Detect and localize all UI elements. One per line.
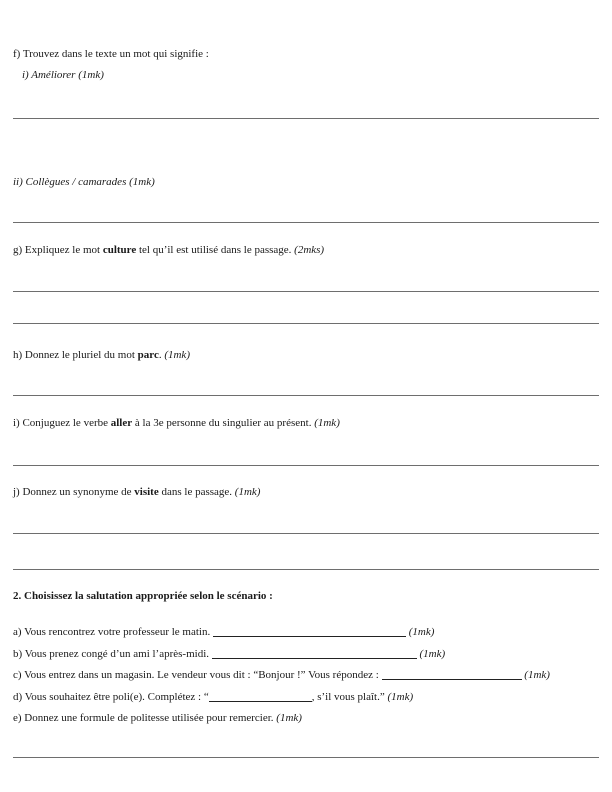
answer-blank — [382, 669, 522, 680]
question-j-label — [13, 486, 260, 499]
question-2c-marks: (1mk) — [524, 669, 550, 681]
answer-blank — [209, 691, 312, 702]
question-j-text-post: dans le passage. — [158, 486, 235, 498]
question-f-ii-label: ii) Collègues / camarades (1mk) — [13, 176, 155, 188]
answer-line — [13, 395, 599, 396]
question-2d-marks: (1mk) — [387, 691, 414, 703]
answer-line — [13, 291, 599, 292]
answer-line — [13, 465, 599, 466]
answer-line — [13, 118, 599, 119]
question-2b — [13, 648, 445, 661]
question-2a-text: a) Vous rencontrez votre professeur le matin. — [13, 626, 213, 638]
question-2e-text: e) Donnez une formule de politesse utilisée pour remercier. — [13, 712, 277, 724]
question-2b-marks: (1mk) — [419, 648, 446, 660]
answer-line — [13, 222, 599, 223]
question-j-marks: (1mk) — [234, 486, 261, 498]
question-2-title: Choisissez la salutation appropriée selon le scénario : — [24, 590, 273, 602]
answer-blank — [212, 648, 417, 659]
question-g-text: g) Expliquez le mot — [13, 244, 103, 256]
question-g-marks: (2mks) — [294, 244, 325, 256]
question-2d — [13, 691, 413, 704]
question-2a-marks: (1mk) — [408, 626, 435, 638]
question-2a — [13, 626, 434, 639]
question-h-marks: (1mk) — [164, 349, 190, 361]
question-h-keyword: parc — [137, 349, 159, 361]
answer-line — [13, 533, 599, 534]
question-g-label — [13, 244, 324, 257]
question-g-text-post: tel qu’il est utilisé dans le passage. — [136, 244, 295, 256]
question-2b-text: b) Vous prenez congé d’un ami l’après-midi. — [13, 648, 212, 660]
question-h-text-post: . — [158, 349, 165, 361]
question-j-text: j) Donnez un synonyme de — [13, 486, 135, 498]
question-i-text: i) Conjuguez le verbe — [13, 417, 111, 429]
question-2-number: 2. — [13, 590, 22, 602]
question-h-label — [13, 349, 190, 362]
question-h-text: h) Donnez le pluriel du mot — [13, 349, 138, 361]
answer-line — [13, 569, 599, 570]
question-i-text-post: à la 3e personne du singulier au présent. — [132, 417, 315, 429]
question-f-label: f) Trouvez dans le texte un mot qui signifie : — [13, 48, 209, 60]
answer-line — [13, 323, 599, 324]
question-2d-text: d) Vous souhaitez être poli(e). Complétez : “ — [13, 691, 209, 703]
question-2e — [13, 712, 302, 725]
question-i-keyword: aller — [110, 417, 133, 429]
answer-line — [13, 757, 599, 758]
question-2d-text-post: , s’il vous plaît.” — [311, 691, 388, 703]
question-g-keyword: culture — [102, 244, 137, 256]
question-2e-marks: (1mk) — [276, 712, 302, 724]
question-2c — [13, 669, 550, 682]
question-f-i-label: i) Améliorer (1mk) — [22, 69, 104, 81]
question-j-keyword: visite — [134, 486, 159, 498]
question-2-heading — [13, 590, 273, 603]
question-2c-text: c) Vous entrez dans un magasin. Le vendeur vous dit : “Bonjour !” Vous répondez : — [13, 669, 382, 681]
question-i-label — [13, 417, 340, 430]
question-i-marks: (1mk) — [314, 417, 340, 429]
answer-blank — [213, 626, 406, 637]
